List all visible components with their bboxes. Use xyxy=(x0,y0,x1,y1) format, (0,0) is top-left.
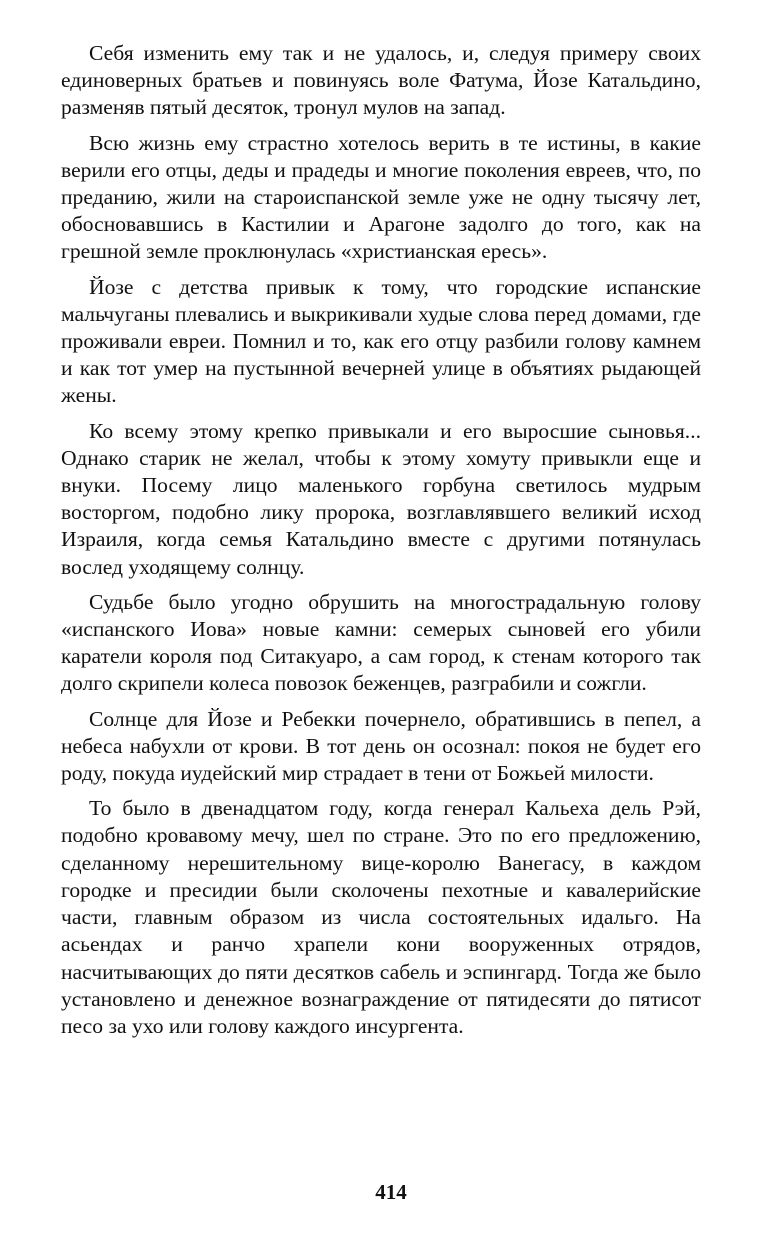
paragraph-1: Себя изменить ему так и не удалось, и, следуя примеру своих единоверных братьев и повинуясь воле Фатума, Йозе Катальдино, разменяв пятый десяток, тронул мулов на запад. xyxy=(61,41,701,120)
paragraph-7: То было в двенадцатом году, когда генерал Кальеха дель Рэй, подобно кровавому мечу, шел по стране. Это по его предложению, сделанному нерешительному вице-королю Ванегасу, в каждом городке и пресидии были сколочены пехотные и кавалерийские части, главным образом из числа состоятельных идальго. На асьендах и ранчо храпели кони вооруженных отрядов, насчитывающих до пяти десятков сабель и эспингард. Тогда же было установлено и денежное вознаграждение от пятидесяти до пятисот песо за ухо или голову каждого инсургента. xyxy=(61,796,701,1038)
paragraph-2: Всю жизнь ему страстно хотелось верить в те истины, в какие верили его отцы, деды и прадеды и многие поколения евреев, что, по преданию, жили на староиспанской земле уже не одну тысячу лет, обосновавшись в Кастилии и Арагоне задолго до того, как на грешной земле проклюнулась «христианская ересь». xyxy=(61,130,701,264)
paragraph-3: Йозе с детства привык к тому, что городские испанские мальчуганы плевались и выкрикивали худые слова перед домами, где проживали евреи. Помнил и то, как его отцу разбили голову камнем и как тот умер на пустынной вечерней улице в объятиях рыдающей жены. xyxy=(61,274,701,408)
body-text xyxy=(61,40,701,1048)
paragraph-5: Судьбе было угодно обрушить на многострадальную голову «испанского Иова» новые камни: семерых сыновей его убили каратели короля под Ситакуаро, а сам город, к стенам которого так долго скрипели колеса повозок беженцев, разграбили и сожгли. xyxy=(61,589,701,696)
paragraph-6: Солнце для Йозе и Ребекки почернело, обратившись в пепел, а небеса набухли от крови. В тот день он осознал: покоя не будет его роду, покуда иудейский мир страдает в тени от Божьей милости. xyxy=(61,706,701,786)
page-number: 414 xyxy=(375,1180,407,1204)
paragraph-4: Ко всему этому крепко привыкали и его выросшие сыновья... Однако старик не желал, чтобы к этому хомуту привыкли еще и внуки. Посему лицо маленького горбуна светилось мудрым восторгом, подобно лику пророка, возглавлявшего великий исход Израиля, когда семья Катальдино вместе с другими потянулась вослед уходящему солнцу. xyxy=(61,418,701,579)
